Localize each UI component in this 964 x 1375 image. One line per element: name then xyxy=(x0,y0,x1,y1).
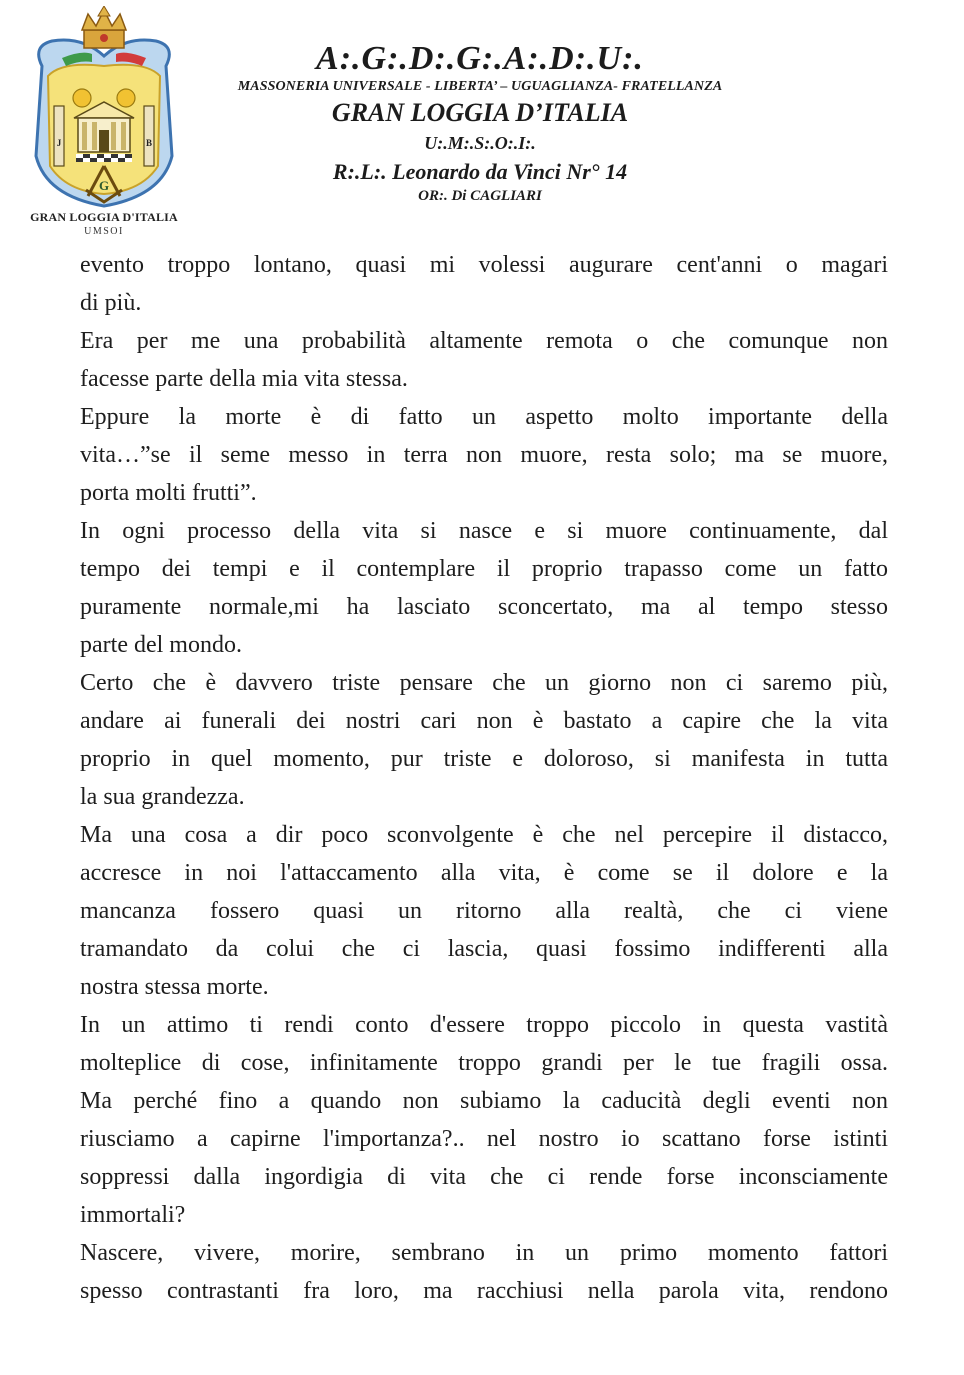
text-line: Era per me una probabilità altamente remota o che comunque non xyxy=(80,328,888,354)
letterhead-orient: OR:. Di CAGLIARI xyxy=(418,188,542,204)
emblem-g-letter: G xyxy=(98,178,110,193)
text-line: molteplice di cose, infinitamente troppo grandi per le tue fragili ossa. xyxy=(80,1050,888,1076)
text-line: facesse parte della mia vita stessa. xyxy=(80,366,408,392)
text-line: andare ai funerali dei nostri cari non è bastato a capire che la vita xyxy=(80,708,888,734)
document-body xyxy=(80,246,888,1310)
text-line: la sua grandezza. xyxy=(80,784,245,810)
letterhead-motto: A:.G:.D:.G:.A:.D:.U:. xyxy=(316,40,644,77)
lodge-emblem xyxy=(18,6,188,237)
letterhead-lodge: R:.L:. Leonardo da Vinci Nr° 14 xyxy=(332,159,628,184)
text-line: spesso contrastanti fra loro, ma racchiusi nella parola vita, rendono xyxy=(80,1278,888,1304)
text-line: Certo che è davvero triste pensare che un giorno non ci saremo più, xyxy=(80,670,888,696)
text-line: tempo dei tempi e il contemplare il proprio trapasso come un fatto xyxy=(80,556,888,582)
text-line: nostra stessa morte. xyxy=(80,974,269,1000)
pillar-j-letter: J xyxy=(56,138,62,148)
text-line: Eppure la morte è di fatto un aspetto molto importante della xyxy=(80,404,888,430)
text-line: Ma una cosa a dir poco sconvolgente è che nel percepire il distacco, xyxy=(80,822,888,848)
pillar-b-letter: B xyxy=(145,138,153,148)
text-line: mancanza fossero quasi un ritorno alla realtà, che ci viene xyxy=(80,898,888,924)
text-line: puramente normale,mi ha lasciato sconcertato, ma al tempo stesso xyxy=(80,594,888,620)
letterhead-acronym: U:.M:.S:.O:.I:. xyxy=(424,133,536,153)
text-line: evento troppo lontano, quasi mi volessi augurare cent'anni o magari xyxy=(80,252,888,278)
text-line: Ma perché fino a quando non subiamo la caducità degli eventi non xyxy=(80,1088,888,1114)
masonic-crest-icon xyxy=(22,6,186,211)
text-line: In ogni processo della vita si nasce e si muore continuamente, dal xyxy=(80,518,888,544)
letterhead-organization: GRAN LOGGIA D’ITALIA xyxy=(331,98,629,127)
text-line: In un attimo ti rendi conto d'essere troppo piccolo in questa vastità xyxy=(80,1012,888,1038)
text-line: accresce in noi l'attaccamento alla vita, è come se il dolore e la xyxy=(80,860,888,886)
text-line: porta molti frutti”. xyxy=(80,480,257,506)
text-line: di più. xyxy=(80,290,142,316)
text-line: vita…”se il seme messo in terra non muore, resta solo; ma se muore, xyxy=(80,442,888,468)
text-line: immortali? xyxy=(80,1202,186,1228)
text-line: soppressi dalla ingordigia di vita che ci rende forse inconsciamente xyxy=(80,1164,888,1190)
text-line: proprio in quel momento, pur triste e doloroso, si manifesta in tutta xyxy=(80,746,888,772)
text-line: riusciamo a capirne l'importanza?.. nel nostro io scattano forse istinti xyxy=(80,1126,888,1152)
text-line: tramandato da colui che ci lascia, quasi fossimo indifferenti alla xyxy=(80,936,888,962)
text-line: parte del mondo. xyxy=(80,632,242,658)
logo-caption: GRAN LOGGIA D'ITALIA xyxy=(30,210,178,224)
letterhead-tagline: MASSONERIA UNIVERSALE - LIBERTA’ – UGUAGLIANZA- FRATELLANZA xyxy=(237,79,723,94)
letterhead xyxy=(190,40,770,206)
logo-subcaption: UMSOI xyxy=(84,226,124,237)
text-line: Nascere, vivere, morire, sembrano in un primo momento fattori xyxy=(80,1240,888,1266)
